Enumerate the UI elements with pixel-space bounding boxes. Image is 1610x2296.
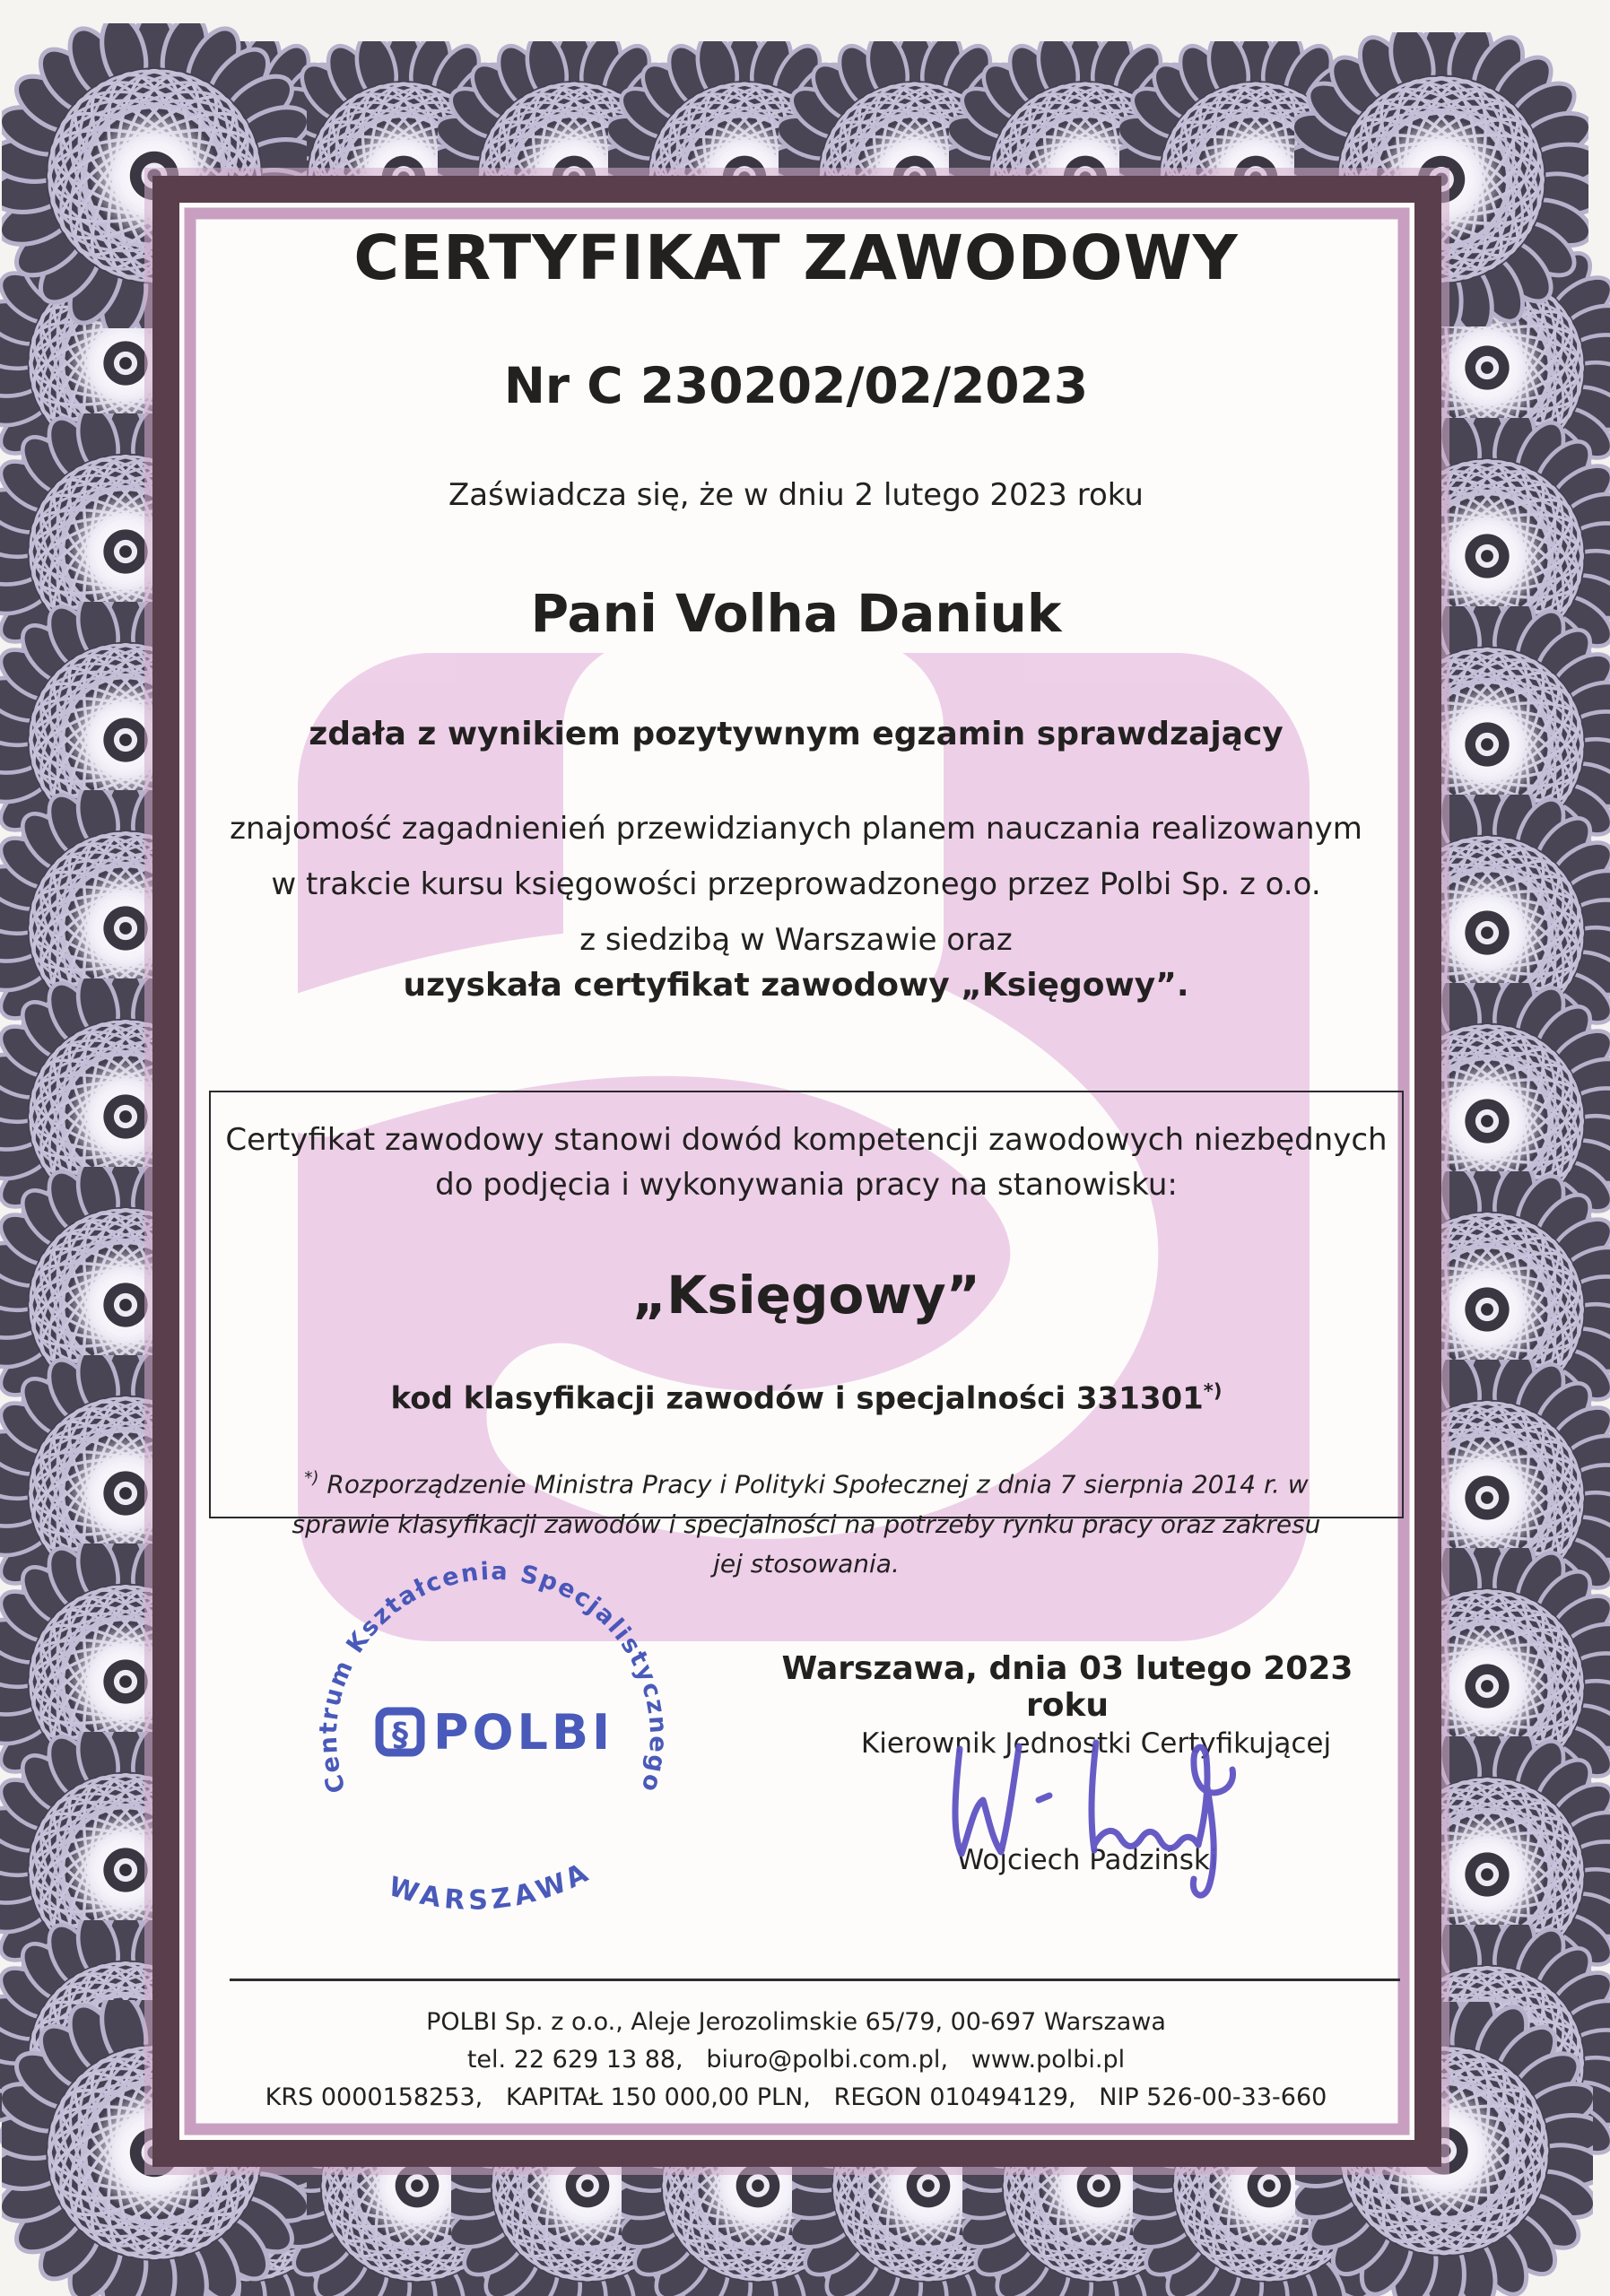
award-line: uzyskała certyfikat zawodowy „Księgowy”. (403, 967, 1189, 1004)
stamp-org-name: POLBI (433, 1704, 614, 1761)
exam-result-line: zdała z wynikiem pozytywnym egzamin sprawdzający (309, 716, 1284, 752)
position-box-text (211, 1118, 1402, 1207)
footer-address-line: POLBI Sp. z o.o., Aleje Jerozolimskie 65/79, 00-697 Warszawa (426, 2008, 1166, 2036)
footnote-text: Rozporządzenie Ministra Pracy i Polityki Społecznej z dnia 7 sierpnia 2014 r. w sprawie klasyfikacji zawodów i specjalności na potrzeby rynku pracy oraz zakresu jej stosowania. (292, 1469, 1321, 1578)
footer (193, 2004, 1399, 2117)
position-title: „Księgowy” (632, 1265, 980, 1326)
position-box-line: do podjęcia i wykonywania pracy na stanowisku: (435, 1167, 1178, 1203)
issue-date-line: Warszawa, dnia 03 lutego 2023 roku (781, 1650, 1353, 1724)
body-line: znajomość zagadnienień przewidzianych planem nauczania realizowanym (230, 811, 1362, 847)
signature-ink (942, 1735, 1301, 1915)
classification-code-line (211, 1379, 1402, 1416)
certificate-number: Nr C 230202/02/2023 (503, 357, 1089, 414)
stamp-city-label: WARSZAWA (385, 1855, 597, 1918)
signer-title: Kierownik Jednostki Certyfikującej (860, 1727, 1332, 1760)
polbi-round-stamp (296, 1561, 700, 1946)
stamp-arc-label: Centrum Kształcenia Specjalistycznego (314, 1561, 673, 1796)
stamp-logo-glyph: § (392, 1717, 408, 1753)
code-footnote-marker: *) (1203, 1379, 1223, 1402)
signer-name: Wojciech Padziński (956, 1844, 1218, 1876)
classification-code-text: kod klasyfikacji zawodów i specjalności 331301 (390, 1380, 1204, 1417)
intro-line: Zaświadcza się, że w dniu 2 lutego 2023 roku (448, 477, 1144, 513)
body-line: w trakcie kursu księgowości przeprowadzonego przez Polbi Sp. z o.o. (271, 866, 1321, 902)
footnote-marker: *) (304, 1469, 319, 1489)
body-paragraph (193, 801, 1399, 968)
recipient-name: Pani Volha Daniuk (530, 583, 1062, 644)
certificate-title: CERTYFIKAT ZAWODOWY (353, 222, 1239, 294)
footer-divider (230, 1979, 1400, 1981)
position-box-line: Certyfikat zawodowy stanowi dowód kompetencji zawodowych niezbędnych (225, 1122, 1388, 1158)
position-box (209, 1091, 1404, 1578)
footer-contact-line: tel. 22 629 13 88, biuro@polbi.com.pl, www.polbi.pl (466, 2046, 1126, 2074)
footer-registry-line: KRS 0000158253, KAPITAŁ 150 000,00 PLN, REGON 010494129, NIP 526-00-33-660 (265, 2083, 1327, 2111)
body-line: z siedzibą w Warszawie oraz (579, 922, 1013, 958)
